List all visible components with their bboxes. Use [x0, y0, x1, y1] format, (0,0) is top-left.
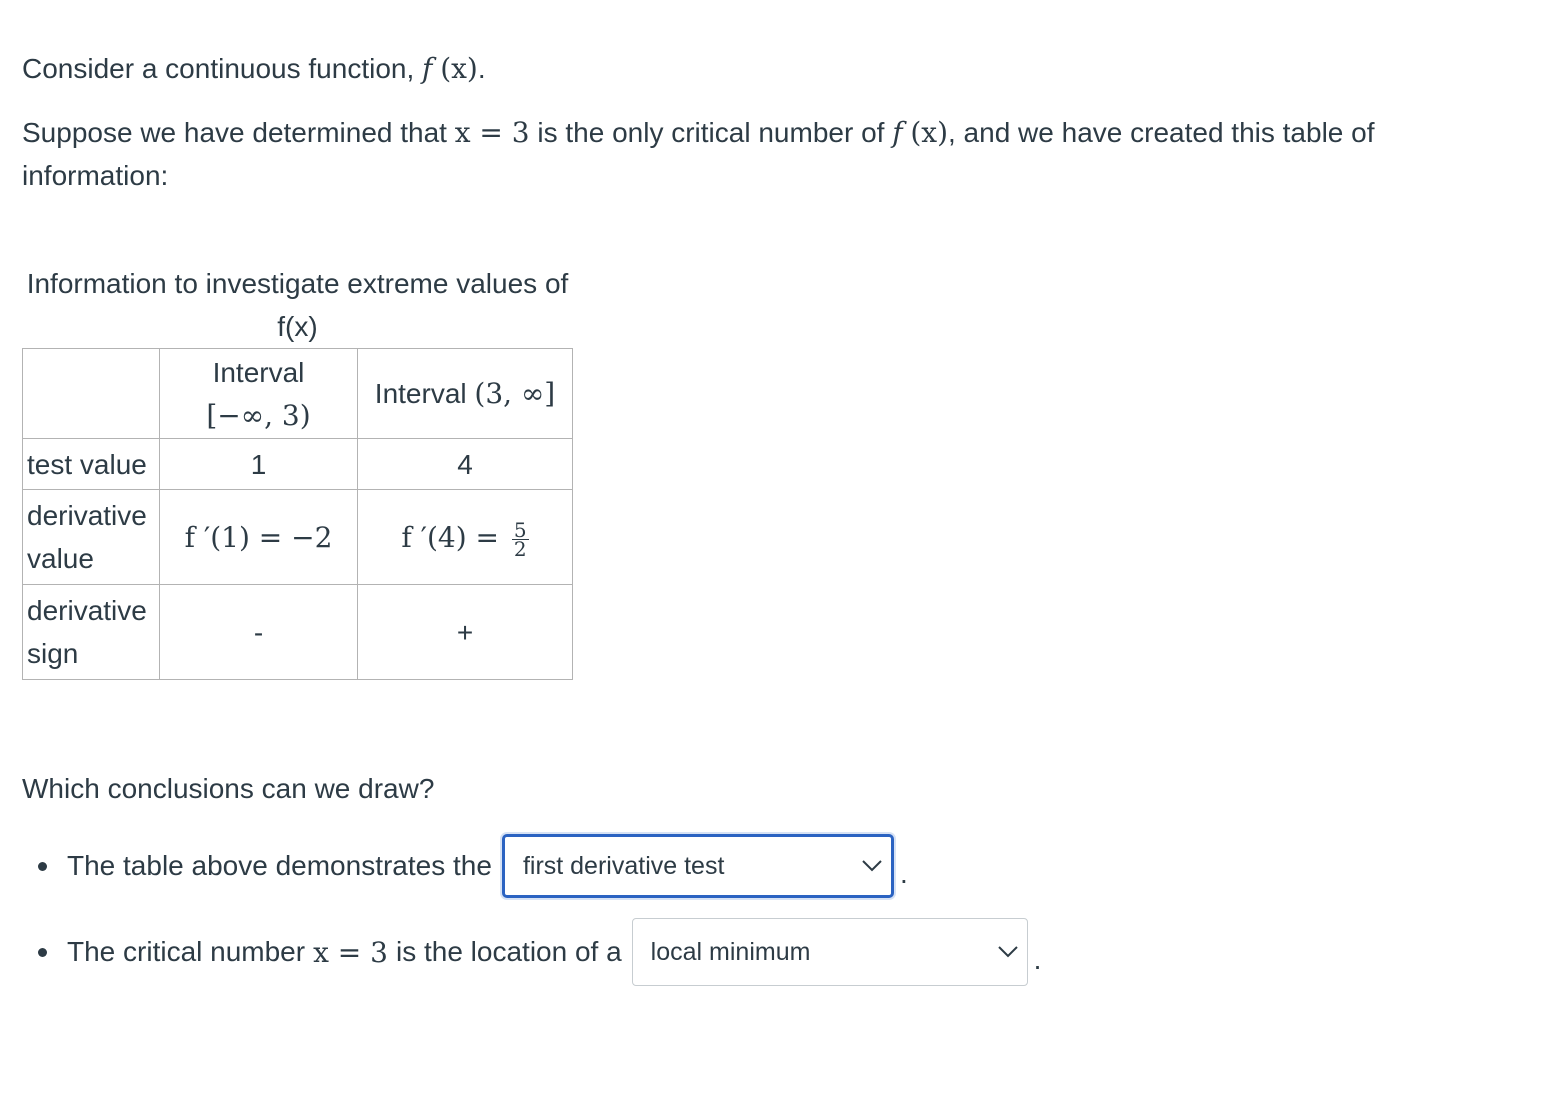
header-empty — [23, 349, 160, 439]
math-f: f — [422, 52, 433, 85]
selected-value: local minimum — [650, 937, 811, 966]
info-table — [22, 348, 573, 680]
table-row — [23, 439, 573, 490]
table-cell: - — [160, 585, 358, 680]
table-cell: + — [358, 585, 573, 680]
bullet-text: The table above demonstrates the — [67, 850, 492, 881]
table-cell — [358, 490, 573, 585]
list-item — [38, 918, 1041, 986]
intro-text: Consider a continuous function, — [22, 53, 423, 84]
bullet-text: The critical number — [67, 936, 306, 967]
math-f: f — [892, 116, 903, 149]
header-interval-left — [160, 349, 358, 439]
header-math: (3, ∞] — [474, 377, 556, 410]
table-cell: 1 — [160, 439, 358, 490]
question-text: Which conclusions can we draw? — [22, 773, 435, 804]
intro-paragraph-1 — [22, 47, 486, 90]
header-interval-right — [358, 349, 573, 439]
list-item — [38, 834, 908, 898]
intro-text: Suppose we have determined that — [22, 117, 455, 148]
period: . — [1033, 944, 1042, 975]
intro-suffix: . — [477, 53, 486, 84]
table-header-row — [23, 349, 573, 439]
header-label: Interval — [212, 356, 305, 388]
bullet-icon — [38, 862, 47, 871]
intro-paragraph-2 — [22, 111, 1432, 197]
math-x-equals-3: x = 3 — [454, 116, 530, 149]
math-x-equals-3: x = 3 — [313, 935, 388, 969]
period: . — [899, 858, 908, 889]
table-row — [23, 490, 573, 585]
math-x: (x) — [440, 52, 478, 85]
table-row — [23, 585, 573, 680]
row-header: test value — [23, 439, 160, 490]
fraction-denominator: 2 — [513, 536, 527, 561]
intro-text: is the only critical number of — [529, 117, 893, 148]
row-header: derivative value — [23, 490, 160, 585]
table-caption: Information to investigate extreme values of f(x) — [26, 268, 569, 342]
fraction-numerator: 5 — [513, 517, 527, 542]
bullet-icon — [38, 948, 47, 957]
row-header: derivative sign — [23, 585, 160, 680]
chevron-down-icon — [861, 859, 883, 873]
table-cell: 4 — [358, 439, 573, 490]
bullet-text: is the location of a — [395, 936, 622, 967]
fraction — [512, 517, 529, 561]
math-x: (x) — [910, 116, 948, 149]
test-type-select[interactable] — [502, 834, 894, 898]
table-cell: f ′(1) = −2 — [160, 490, 358, 585]
derivative-expression: f ′(4) = — [401, 520, 508, 554]
extreme-type-select[interactable] — [632, 918, 1028, 986]
intro-text: , and we have created this table of information: — [22, 117, 1375, 191]
header-label: Interval — [374, 378, 467, 409]
header-math: [−∞, 3) — [206, 398, 311, 432]
chevron-down-icon — [997, 945, 1019, 959]
selected-value: first derivative test — [522, 851, 725, 880]
